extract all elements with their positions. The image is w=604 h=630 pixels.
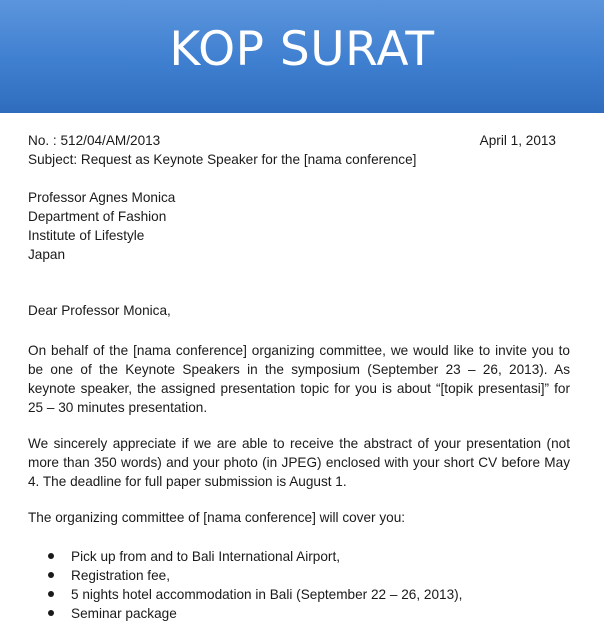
list-item-text: Registration fee,: [71, 568, 170, 583]
letter-subject: Subject: Request as Keynote Speaker for the [nama conference]: [28, 152, 417, 167]
list-item: [28, 604, 462, 623]
recipient-department: Department of Fashion: [28, 209, 167, 224]
bullet-icon: [48, 591, 54, 597]
recipient-institution: Institute of Lifestyle: [28, 228, 145, 243]
bullet-icon: [48, 610, 54, 616]
bullet-icon: [48, 572, 54, 578]
paragraph-invitation: On behalf of the [nama conference] organizing committee, we would like to invite you to be one of the Keynote Speakers in the symposium (September 23 – 26, 2013). As keynote speaker, the assigned presentation topic for you is about “[topik presentasi]” for 25 – 30 minutes presentation.: [28, 343, 570, 415]
list-item: [28, 547, 462, 566]
salutation: Dear Professor Monica,: [28, 303, 171, 318]
recipient-country: Japan: [28, 247, 66, 262]
letter-date: April 1, 2013: [479, 133, 556, 148]
list-item: [28, 585, 462, 604]
recipient-name: Professor Agnes Monica: [28, 190, 176, 205]
list-item-text: 5 nights hotel accommodation in Bali (September 22 – 26, 2013),: [71, 587, 463, 602]
bullet-icon: [48, 553, 54, 559]
list-item-text: Seminar package: [71, 606, 177, 621]
letterhead-banner: [0, 0, 604, 113]
coverage-list: [28, 547, 462, 623]
letter-number: No. : 512/04/AM/2013: [28, 133, 161, 148]
paragraph-abstract-request: We sincerely appreciate if we are able to receive the abstract of your presentation (not more than 350 words) and your photo (in JPEG) enclosed with your short CV before May 4. The deadline for full paper submission is August 1.: [28, 436, 570, 489]
list-item: [28, 566, 462, 585]
list-item-text: Pick up from and to Bali International Airport,: [71, 549, 340, 564]
letterhead-title: KOP SURAT: [169, 22, 435, 77]
paragraph-coverage-intro: The organizing committee of [nama conference] will cover you:: [28, 510, 406, 525]
